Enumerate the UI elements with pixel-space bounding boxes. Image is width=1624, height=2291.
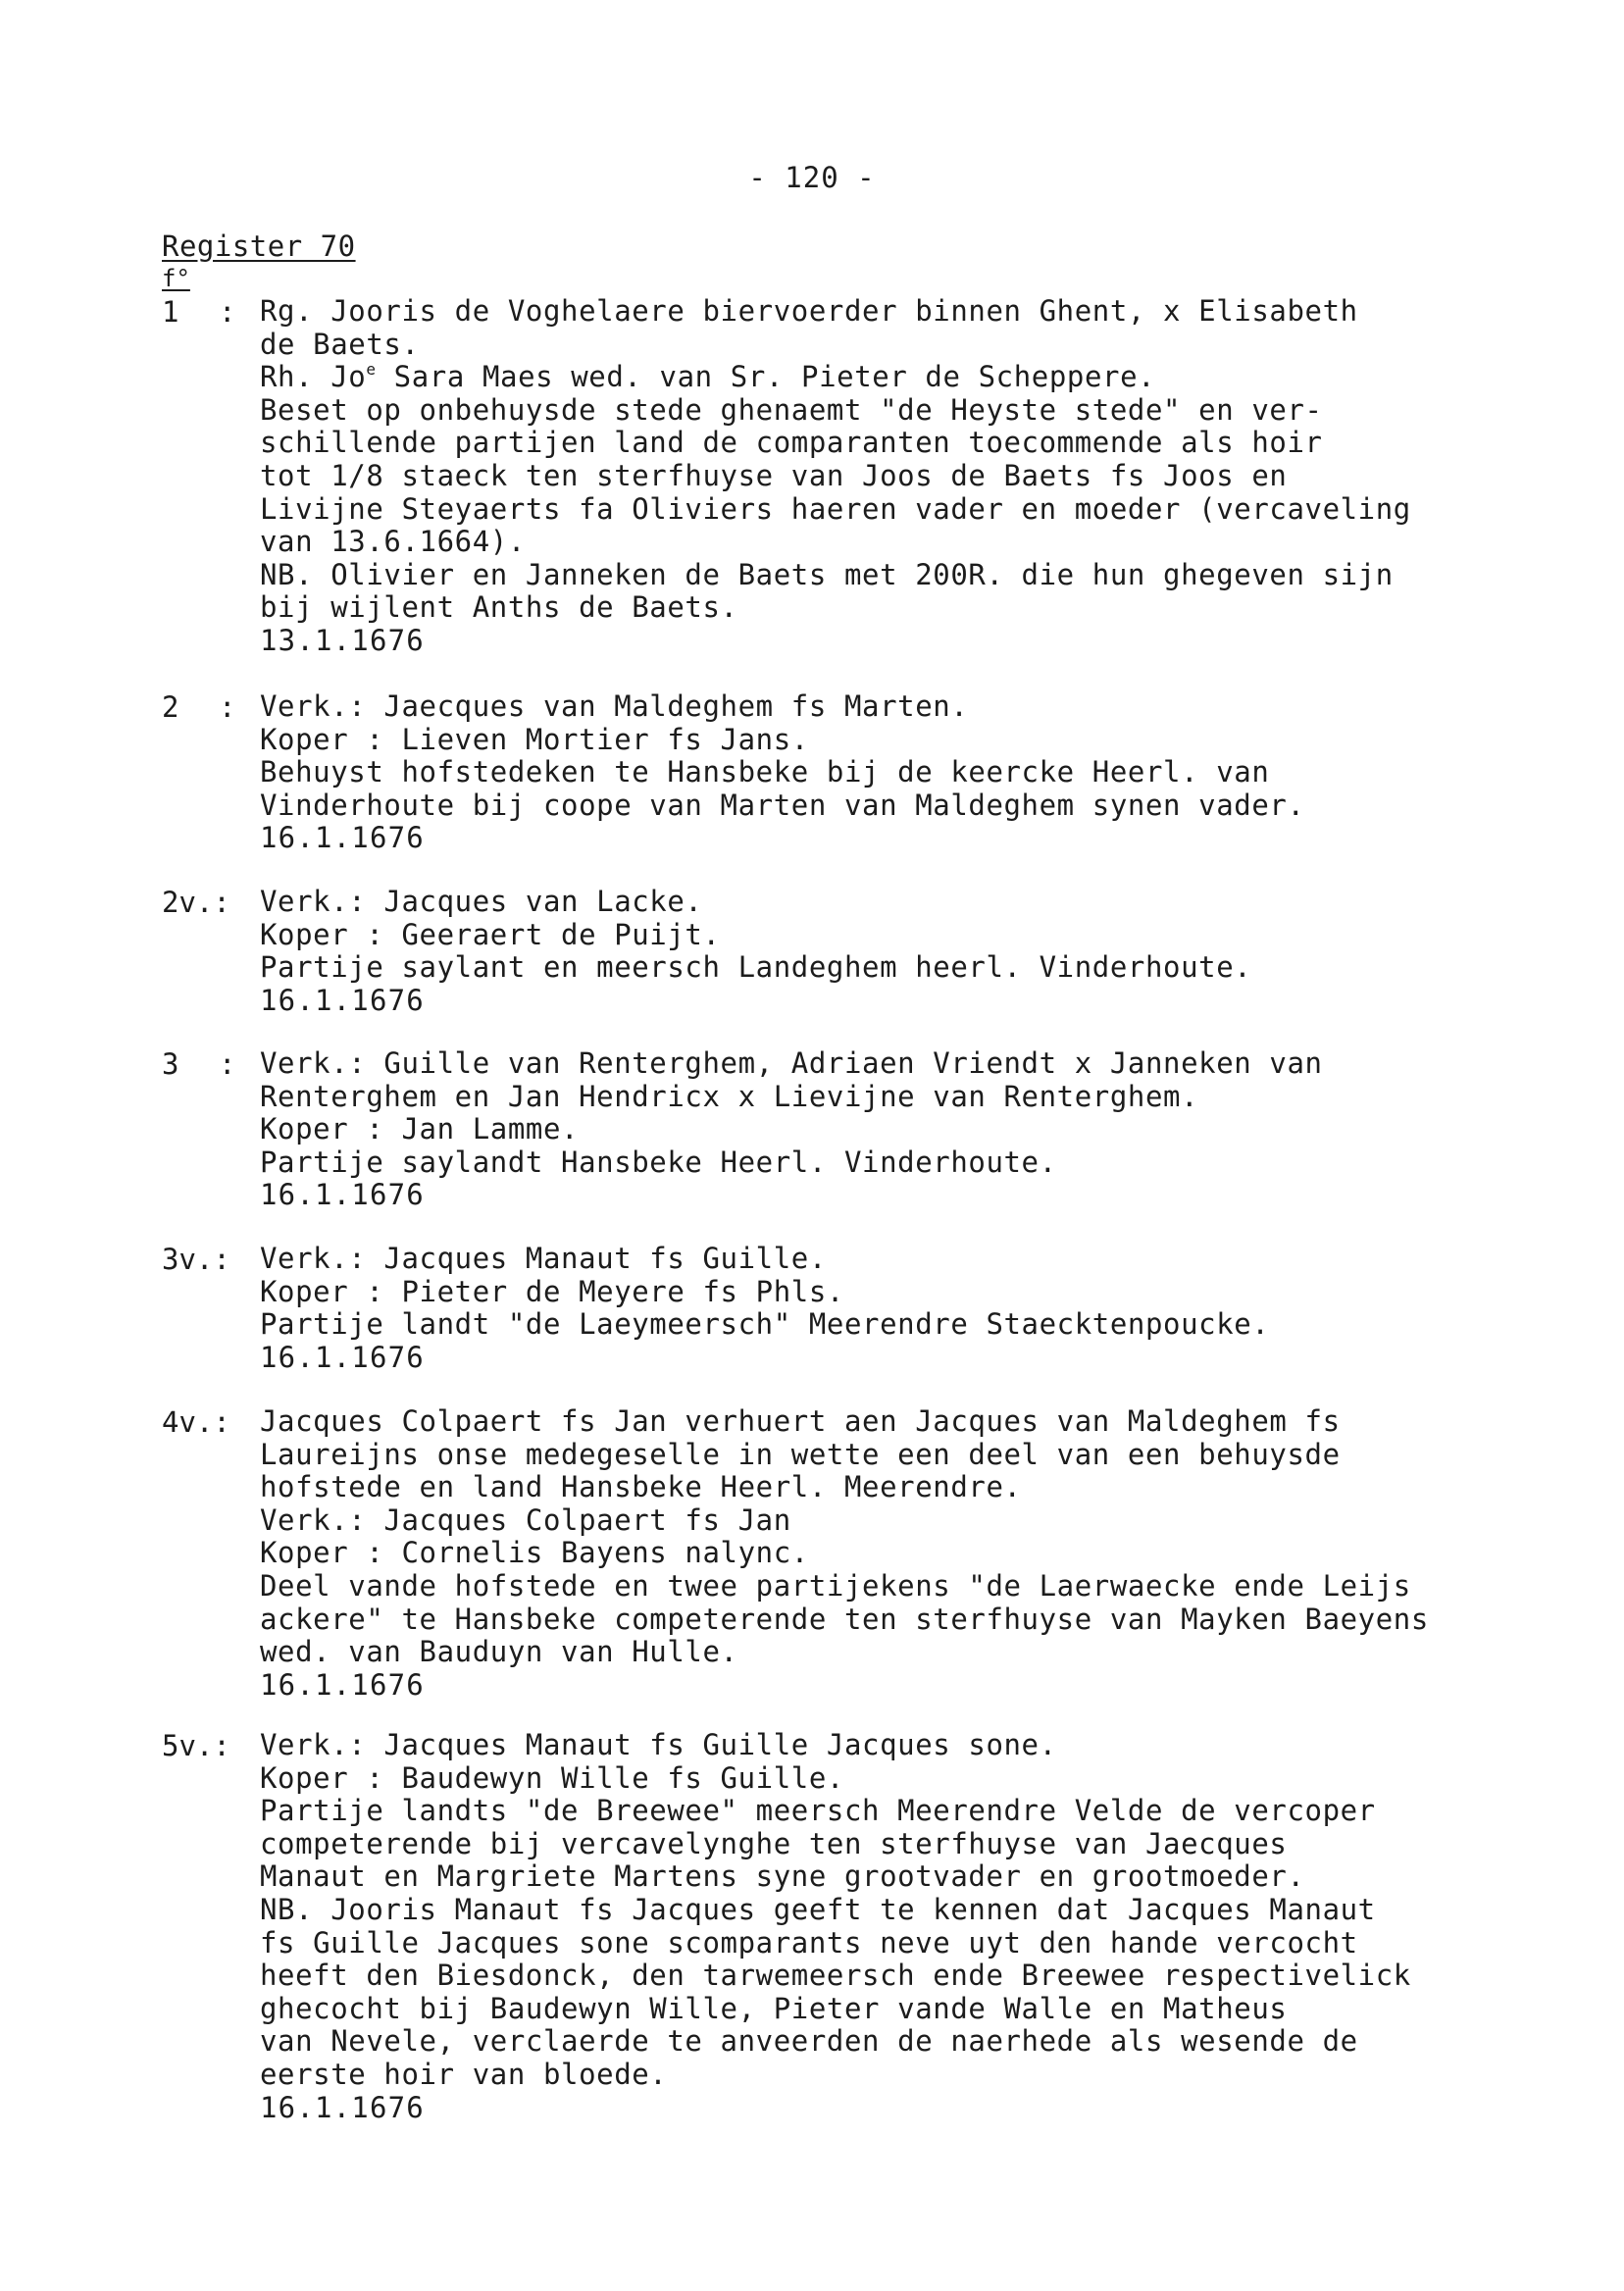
entry-line: Verk.: Jacques Manaut fs Guille Jacques sone.: [260, 1728, 1057, 1761]
entry-line: NB. Jooris Manaut fs Jacques geeft te kennen dat Jacques Manaut: [260, 1892, 1376, 1926]
register-title: Register 70: [162, 229, 356, 263]
entry-line: Partije landt "de Laeymeersch" Meerendre Staecktenpoucke.: [260, 1307, 1270, 1342]
entry-line: Partije saylant en meersch Landeghem heerl. Vinderhoute.: [260, 950, 1252, 985]
entry-line: fs Guille Jacques sone scomparants neve uyt den hande vercocht: [260, 1925, 1358, 1960]
entry-line: tot 1/8 staeck ten sterfhuyse van Joos de Baets fs Joos en: [260, 458, 1288, 492]
entry-line: ghecocht bij Baudewyn Wille, Pieter vande Walle en Matheus: [260, 1991, 1288, 2025]
entry-line: Verk.: Jacques van Lacke.: [260, 885, 703, 918]
entry-line: Manaut en Margriete Martens syne grootvader en grootmoeder.: [260, 1859, 1305, 1894]
entry-text: [260, 295, 1574, 658]
entry-line: Jacques Colpaert fs Jan verhuert aen Jacques van Maldeghem fs: [260, 1404, 1341, 1438]
entry-text: [260, 1405, 1574, 1702]
entry-line: Livijne Steyaerts fa Oliviers haeren vader en moeder (vercaveling: [260, 491, 1411, 526]
entry-text: [260, 1243, 1574, 1374]
entry-line: bij wijlent Anths de Baets.: [260, 590, 738, 625]
entry-text: [260, 886, 1574, 1017]
entry-line-rest: Sara Maes wed. van Sr. Pieter de Scheppere.: [376, 360, 1156, 394]
entry-line: de Baets.: [260, 327, 420, 361]
entry-separator: :: [219, 295, 236, 329]
entry-line: Koper : Pieter de Meyere fs Phls.: [260, 1274, 844, 1308]
entry-folio: 1: [162, 295, 179, 329]
entry-folio: 3: [162, 1047, 179, 1081]
entry-line: Koper : Baudewyn Wille fs Guille.: [260, 1760, 844, 1795]
entry-line: Partije landts "de Breewee" meersch Meerendre Velde de vercoper: [260, 1794, 1376, 1828]
entry-folio: 5v.:: [162, 1729, 230, 1762]
entry-line: Koper : Geeraert de Puijt.: [260, 917, 721, 951]
entry-date: 16.1.1676: [260, 983, 425, 1017]
entry-line: Vinderhoute bij coope van Marten van Maldeghem synen vader.: [260, 788, 1305, 822]
entry-line: Koper : Jan Lamme.: [260, 1112, 580, 1146]
entry-line: eerste hoir van bloede.: [260, 2057, 668, 2091]
entry-line: Partije saylandt Hansbeke Heerl. Vinderhoute.: [260, 1145, 1057, 1179]
entry-line: van Nevele, verclaerde te anveerden de naerhede als wesende de: [260, 2024, 1358, 2059]
entry-folio: 2: [162, 690, 179, 724]
entry-line: competerende bij vercavelynghe ten sterfhuyse van Jaecques: [260, 1826, 1288, 1860]
entry-line: Behuyst hofstedeken te Hansbeke bij de keercke Heerl. van: [260, 755, 1270, 789]
entry-line: Deel vande hofstede en twee partijekens "de Laerwaecke ende Leijs: [260, 1568, 1411, 1603]
entry-date: 16.1.1676: [260, 1340, 425, 1374]
entry-line: NB. Olivier en Janneken de Baets met 200R. die hun ghegeven sijn: [260, 557, 1394, 591]
entry-line: Koper : Cornelis Bayens nalync.: [260, 1536, 809, 1570]
folio-column-label: f°: [162, 265, 190, 292]
entry-line: Renterghem en Jan Hendricx x Lievijne van Renterghem.: [260, 1079, 1199, 1113]
entry-text: [260, 1047, 1574, 1212]
page-number: - 120 -: [748, 161, 876, 194]
entry-line: Verk.: Guille van Renterghem, Adriaen Vriendt x Janneken van: [260, 1046, 1323, 1080]
entry-text: [260, 690, 1574, 855]
entry-line: Rg. Jooris de Voghelaere biervoerder binnen Ghent, x Elisabeth: [260, 294, 1358, 328]
entry-line: Beset op onbehuysde stede ghenaemt "de Heyste stede" en ver-: [260, 392, 1323, 427]
superscript-e: e: [366, 360, 377, 380]
entry-line: [260, 361, 1574, 394]
entry-folio: 3v.:: [162, 1243, 230, 1276]
entry-date: 16.1.1676: [260, 1667, 425, 1702]
entry-line: wed. van Bauduyn van Hulle.: [260, 1635, 738, 1669]
entry-separator: :: [219, 1047, 236, 1081]
entry-date: 16.1.1676: [260, 2090, 425, 2124]
entry-line: Laureijns onse medegeselle in wette een deel van een behuysde: [260, 1437, 1341, 1471]
entry-line: Koper : Lieven Mortier fs Jans.: [260, 722, 809, 756]
entry-line: hofstede en land Hansbeke Heerl. Meerendre.: [260, 1470, 1022, 1504]
entry-line: ackere" te Hansbeke competerende ten sterfhuyse van Mayken Baeyens: [260, 1602, 1429, 1636]
entry-line: heeft den Biesdonck, den tarwemeersch ende Breewee respectivelick: [260, 1959, 1411, 1993]
entry-text: [260, 1729, 1574, 2124]
entry-date: 16.1.1676: [260, 821, 425, 855]
entry-folio: 4v.:: [162, 1405, 230, 1439]
entry-line: Verk.: Jaecques van Maldeghem fs Marten.: [260, 689, 969, 723]
entry-line: Verk.: Jacques Colpaert fs Jan: [260, 1502, 791, 1537]
entry-date: 13.1.1676: [260, 623, 425, 657]
entry-line: schillende partijen land de comparanten toecommende als hoir: [260, 426, 1323, 460]
abbrev-jo: Rh. Jo: [260, 360, 367, 394]
entry-line: van 13.6.1664).: [260, 525, 526, 559]
entry-date: 16.1.1676: [260, 1178, 425, 1212]
entry-separator: :: [219, 690, 236, 724]
entry-line: Verk.: Jacques Manaut fs Guille.: [260, 1242, 827, 1275]
entry-folio: 2v.:: [162, 886, 230, 919]
